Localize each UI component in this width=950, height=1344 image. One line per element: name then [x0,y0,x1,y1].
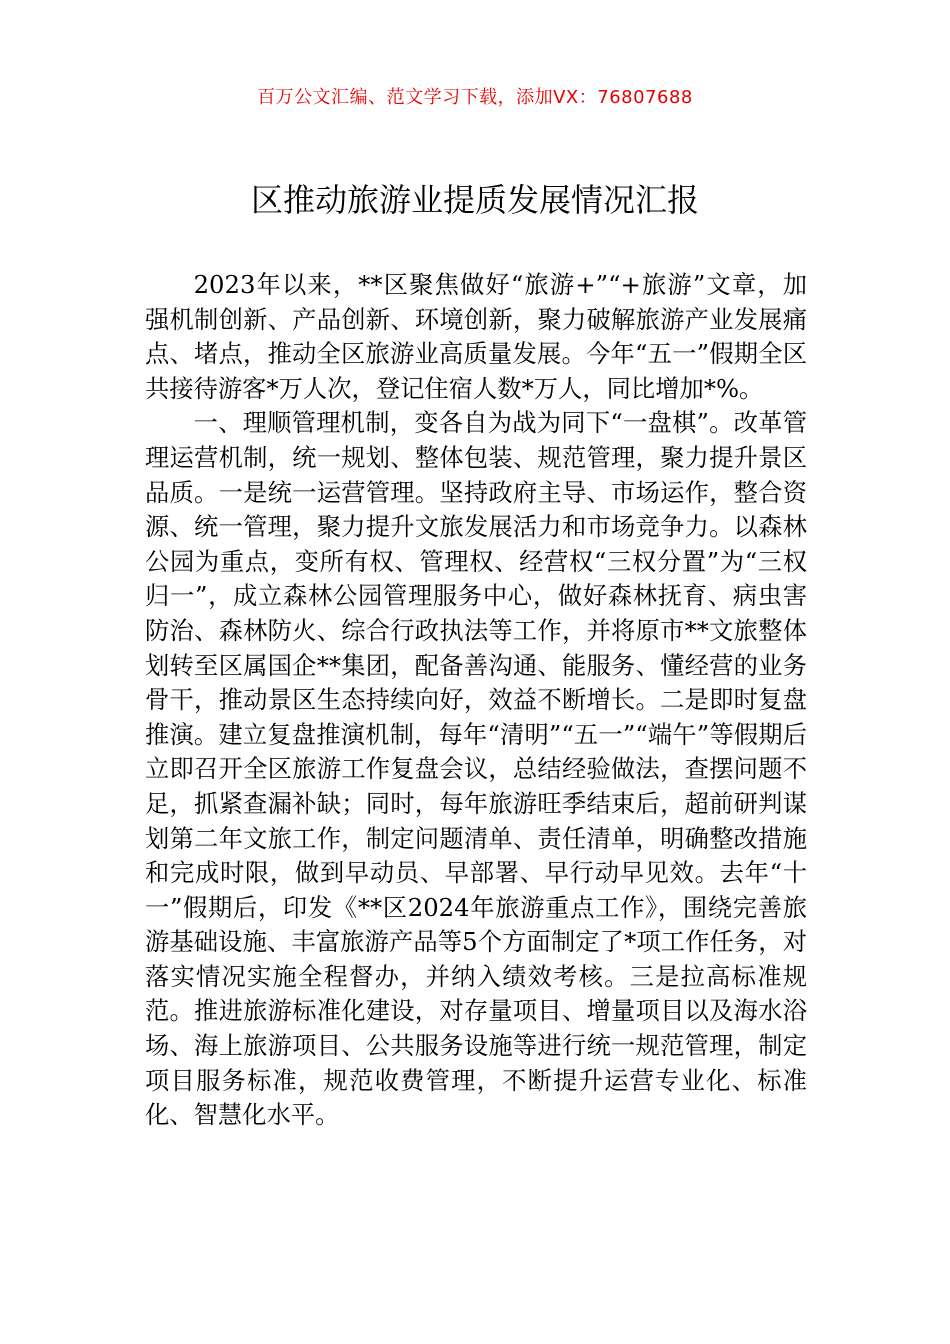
paragraph-section-one: 一、理顺管理机制，变各自为战为同下“一盘棋”。改革管理运营机制，统一规划、整体包装、规范管理，聚力提升景区品质。一是统一运营管理。坚持政府主导、市场运作，整合资源、统一管理，聚力提升文旅发展活力和市场竞争力。以森林公园为重点，变所有权、管理权、经营权“三权分置”为“三权归一”，成立森林公园管理服务中心，做好森林抚育、病虫害防治、森林防火、综合行政执法等工作，并将原市**文旅整体划转至区属国企**集团，配备善沟通、能服务、懂经营的业务骨干，推动景区生态持续向好，效益不断增长。二是即时复盘推演。建立复盘推演机制，每年“清明”“五一”“端午”等假期后立即召开全区旅游工作复盘会议，总结经验做法，查摆问题不足，抓紧查漏补缺；同时，每年旅游旺季结束后，超前研判谋划第二年文旅工作，制定问题清单、责任清单，明确整改措施和完成时限，做到早动员、早部署、早行动早见效。去年“十一”假期后，印发《**区2024年旅游重点工作》，围绕完善旅游基础设施、丰富旅游产品等5个方面制定了*项工作任务，对落实情况实施全程督办，并纳入绩效考核。三是拉高标准规范。推进旅游标准化建设，对存量项目、增量项目以及海水浴场、海上旅游项目、公共服务设施等进行统一规范管理，制定项目服务标准，规范收费管理，不断提升运营专业化、标准化、智慧化水平。 [145,408,807,1130]
header-watermark-note: 百万公文汇编、范文学习下载，添加VX：76807688 [257,87,693,108]
document-title: 区推动旅游业提质发展情况汇报 [250,181,699,219]
paragraph-intro: 2023年以来，**区聚焦做好“旅游+”“+旅游”文章，加强机制创新、产品创新、环境创新，聚力破解旅游产业发展痛点、堵点，推动全区旅游业高质量发展。今年“五一”假期全区共接待游客*万人次，登记住宿人数*万人，同比增加*%。 [145,270,807,403]
document-body [145,268,807,1133]
